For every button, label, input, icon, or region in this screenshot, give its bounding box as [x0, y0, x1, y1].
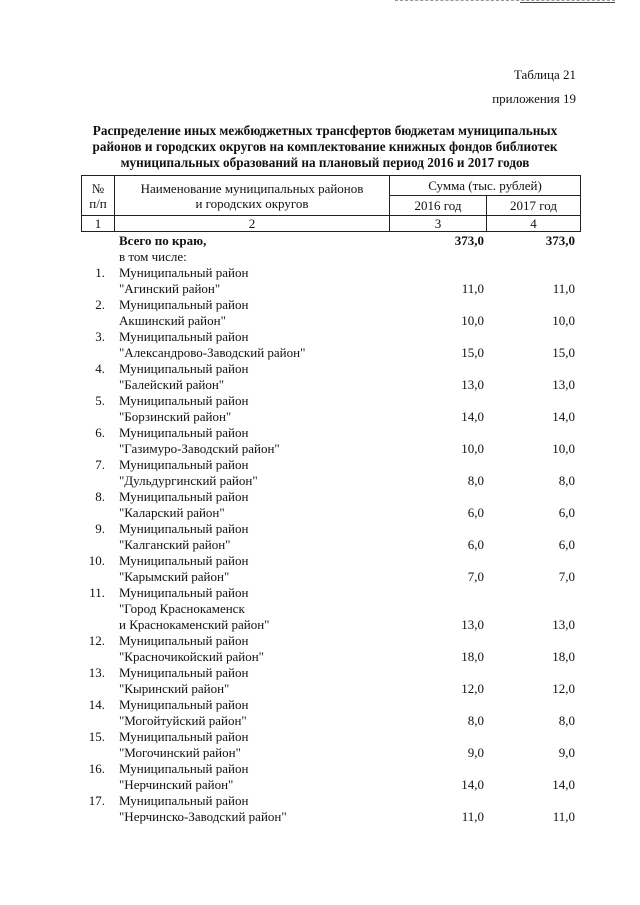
district-name-line: Муниципальный район: [119, 729, 249, 744]
value-2017: 13,0: [552, 617, 575, 632]
value-2017: 6,0: [558, 505, 575, 520]
table-row: [81, 377, 581, 393]
district-name-line: "Дульдургинский район": [119, 473, 258, 488]
table-row: [81, 425, 581, 441]
table-row: [81, 617, 581, 633]
header-year-2017: 2017 год: [487, 196, 581, 216]
total-label: Всего по краю,: [119, 233, 207, 248]
district-name-line: Муниципальный район: [119, 425, 249, 440]
district-name-line: Муниципальный район: [119, 553, 249, 568]
table-body: [81, 233, 581, 825]
table-row: [81, 537, 581, 553]
title-line: районов и городских округов на комплектование книжных фондов библиотек: [92, 139, 558, 154]
value-2016: 14,0: [461, 409, 484, 424]
row-number: 3.: [95, 329, 105, 344]
header-name-line2: и городских округов: [195, 195, 309, 211]
row-number: 14.: [88, 697, 105, 712]
table-row: [81, 393, 581, 409]
district-name-line: Муниципальный район: [119, 329, 249, 344]
value-2016: 10,0: [461, 441, 484, 456]
table-row: [81, 345, 581, 361]
table-row: [81, 697, 581, 713]
table-row: [81, 489, 581, 505]
table-row: [81, 281, 581, 297]
district-name-line: Акшинский район": [119, 313, 226, 328]
table-row: [81, 441, 581, 457]
title-line: Распределение иных межбюджетных трансфертов бюджетам муниципальных: [92, 123, 558, 138]
value-2016: 6,0: [467, 505, 484, 520]
table-row: [81, 713, 581, 729]
table-row: [81, 505, 581, 521]
row-number: 12.: [88, 633, 105, 648]
row-number: 15.: [88, 729, 105, 744]
row-number: 13.: [88, 665, 105, 680]
district-name-line: "Нерчинско-Заводский район": [119, 809, 287, 824]
header-num-line1: №: [91, 180, 105, 196]
district-name-line: Муниципальный район: [119, 489, 249, 504]
value-2016: 14,0: [461, 777, 484, 792]
table-row: [81, 297, 581, 313]
row-number: 5.: [95, 393, 105, 408]
district-name-line: Муниципальный район: [119, 761, 249, 776]
table-row: [81, 265, 581, 281]
value-2016: 10,0: [461, 313, 484, 328]
district-rows: [81, 265, 581, 825]
table-row: [81, 473, 581, 489]
value-2016: 15,0: [461, 345, 484, 360]
value-2017: 18,0: [552, 649, 575, 664]
value-2016: 13,0: [461, 377, 484, 392]
value-2017: 13,0: [552, 377, 575, 392]
district-name-line: Муниципальный район: [119, 697, 249, 712]
district-name-line: "Карымский район": [119, 569, 230, 584]
district-name-line: Муниципальный район: [119, 361, 249, 376]
value-2016: 12,0: [461, 681, 484, 696]
value-2016: 8,0: [467, 713, 484, 728]
col-number-4: 4: [487, 216, 581, 232]
total-sub-label: в том числе:: [119, 249, 187, 264]
district-name-line: Муниципальный район: [119, 665, 249, 680]
value-2017: 12,0: [552, 681, 575, 696]
table-row: [81, 521, 581, 537]
row-number: 6.: [95, 425, 105, 440]
value-2016: 8,0: [467, 473, 484, 488]
header-year-2016: 2016 год: [390, 196, 487, 216]
col-number-3: 3: [390, 216, 487, 232]
value-2016: 9,0: [467, 745, 484, 760]
district-name-line: "Александрово-Заводский район": [119, 345, 306, 360]
district-name-line: Муниципальный район: [119, 585, 249, 600]
value-2017: 11,0: [552, 281, 575, 296]
row-number: 4.: [95, 361, 105, 376]
table-row: [81, 809, 581, 825]
value-2017: 7,0: [558, 569, 575, 584]
row-number: 1.: [95, 265, 105, 280]
row-number: 2.: [95, 297, 105, 312]
table-row: [81, 553, 581, 569]
district-name-line: "Нерчинский район": [119, 777, 234, 792]
header-num-cell: [82, 176, 115, 216]
total-subrow: [81, 249, 581, 265]
table-row: [81, 665, 581, 681]
row-number: 7.: [95, 457, 105, 472]
page-top-rule-solid: [520, 2, 615, 3]
district-name-line: "Калганский район": [119, 537, 231, 552]
value-2016: 11,0: [461, 281, 484, 296]
table-header: [81, 175, 581, 232]
district-name-line: "Каларский район": [119, 505, 225, 520]
value-2017: 8,0: [558, 713, 575, 728]
district-name-line: "Могойтуйский район": [119, 713, 247, 728]
value-2017: 6,0: [558, 537, 575, 552]
row-number: 11.: [89, 585, 105, 600]
district-name-line: "Город Краснокаменск: [119, 601, 245, 616]
table-row: [81, 761, 581, 777]
header-name-line1: Наименование муниципальных районов: [140, 180, 364, 196]
value-2017: 8,0: [558, 473, 575, 488]
table-row: [81, 313, 581, 329]
value-2017: 14,0: [552, 409, 575, 424]
district-name-line: Муниципальный район: [119, 633, 249, 648]
table-row: [81, 457, 581, 473]
table-row: [81, 569, 581, 585]
table-row: [81, 601, 581, 617]
total-2017: 373,0: [545, 233, 575, 248]
document-title: [76, 123, 574, 171]
table-row: [81, 633, 581, 649]
value-2016: 6,0: [467, 537, 484, 552]
value-2016: 13,0: [461, 617, 484, 632]
district-name-line: "Красночикойский район": [119, 649, 264, 664]
header-name-cell: [115, 176, 390, 216]
total-2016: 373,0: [454, 233, 484, 248]
header-num-line2: п/п: [89, 195, 107, 211]
district-name-line: "Балейский район": [119, 377, 225, 392]
district-name-line: "Газимуро-Заводский район": [119, 441, 280, 456]
district-name-line: "Борзинский район": [119, 409, 232, 424]
value-2016: 7,0: [467, 569, 484, 584]
title-line: муниципальных образований на плановый период 2016 и 2017 годов: [120, 155, 530, 170]
district-name-line: "Кыринский район": [119, 681, 230, 696]
total-row: [81, 233, 581, 249]
table-row: [81, 777, 581, 793]
district-name-line: "Агинский район": [119, 281, 221, 296]
table-row: [81, 793, 581, 809]
value-2017: 10,0: [552, 441, 575, 456]
table-number-label: Таблица 21: [513, 67, 576, 82]
row-number: 16.: [88, 761, 105, 776]
row-number: 8.: [95, 489, 105, 504]
district-name-line: Муниципальный район: [119, 457, 249, 472]
table-row: [81, 649, 581, 665]
table-row: [81, 361, 581, 377]
district-name-line: Муниципальный район: [119, 793, 249, 808]
district-name-line: и Краснокаменский район": [119, 617, 270, 632]
value-2017: 11,0: [552, 809, 575, 824]
row-number: 17.: [88, 793, 105, 808]
district-name-line: Муниципальный район: [119, 521, 249, 536]
col-number-1: 1: [82, 216, 115, 232]
district-name-line: Муниципальный район: [119, 393, 249, 408]
table-row: [81, 585, 581, 601]
col-number-2: 2: [115, 216, 390, 232]
district-name-line: Муниципальный район: [119, 265, 249, 280]
table-row: [81, 745, 581, 761]
value-2017: 15,0: [552, 345, 575, 360]
table-row: [81, 729, 581, 745]
value-2016: 18,0: [461, 649, 484, 664]
district-name-line: Муниципальный район: [119, 297, 249, 312]
value-2017: 9,0: [558, 745, 575, 760]
district-name-line: "Могочинский район": [119, 745, 241, 760]
table-row: [81, 329, 581, 345]
appendix-label: приложения 19: [492, 91, 576, 106]
header-sum-cell: Сумма (тыс. рублей): [390, 176, 581, 196]
row-number: 10.: [88, 553, 105, 568]
table-row: [81, 409, 581, 425]
value-2017: 10,0: [552, 313, 575, 328]
row-number: 9.: [95, 521, 105, 536]
value-2017: 14,0: [552, 777, 575, 792]
value-2016: 11,0: [461, 809, 484, 824]
table-row: [81, 681, 581, 697]
